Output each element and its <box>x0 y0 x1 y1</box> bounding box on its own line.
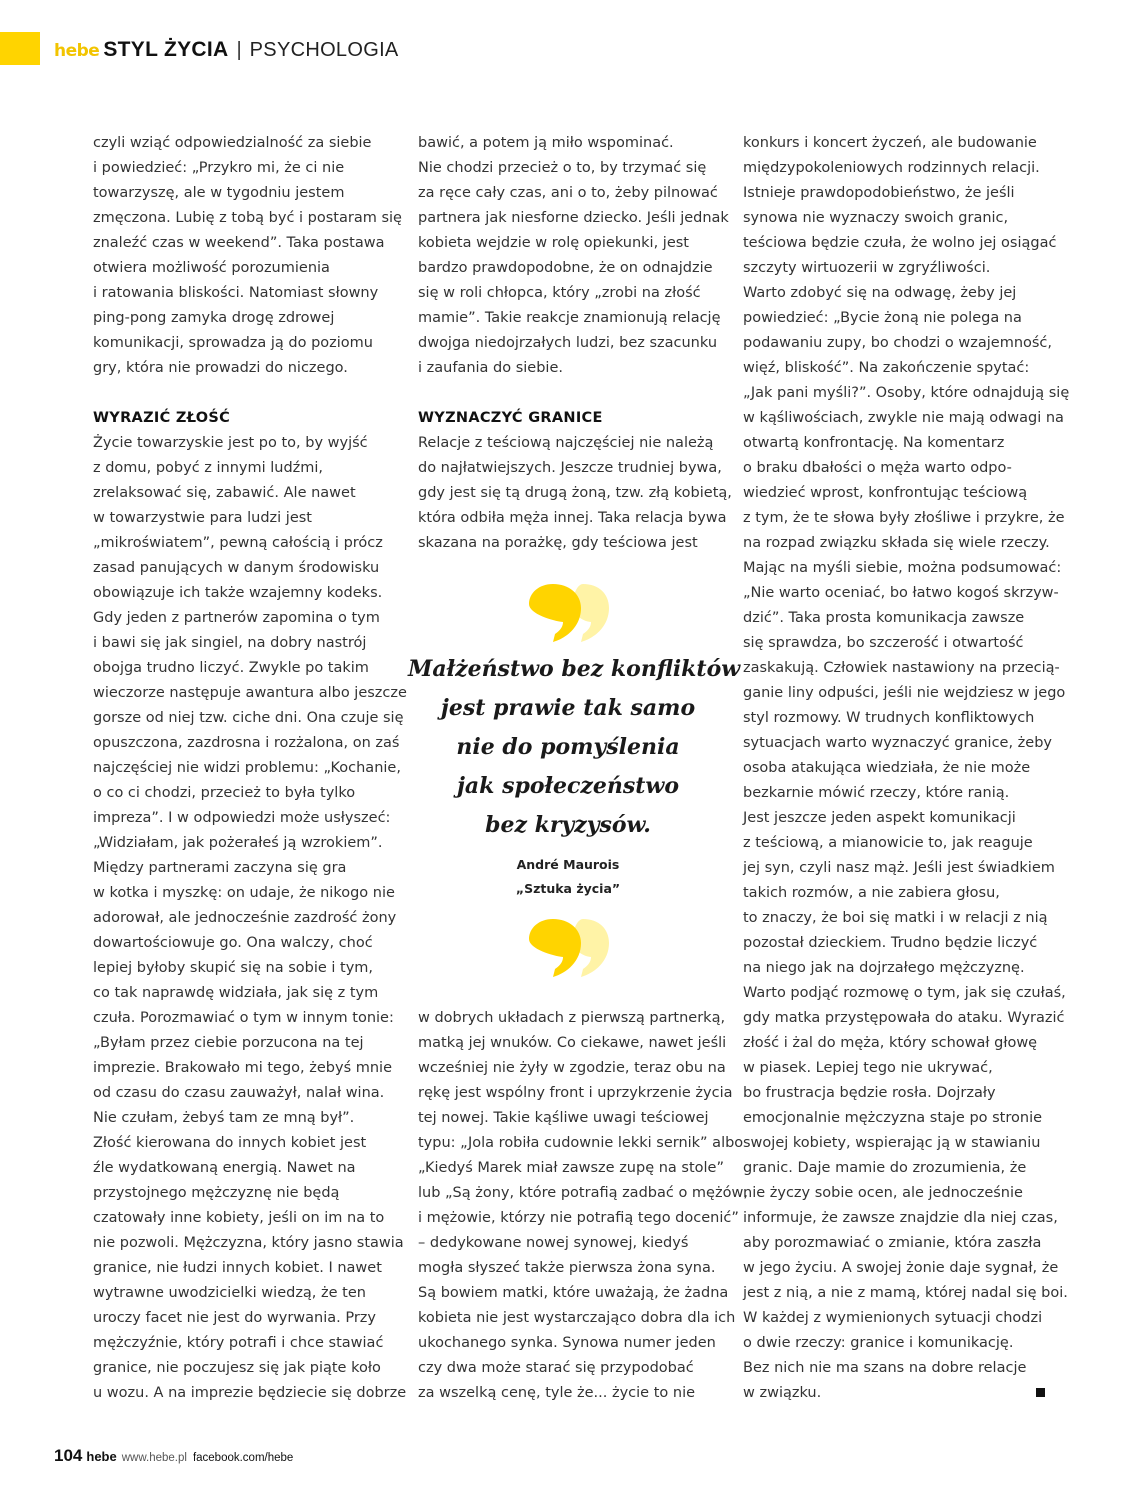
text-line: Bez nich nie ma szans na dobre relacje <box>743 1360 1027 1376</box>
text-line: gry, która nie prowadzi do niczego. <box>93 360 348 376</box>
text-line: nie życzy sobie ocen, ale jednocześnie <box>743 1185 1023 1201</box>
text-line: z tym, że te słowa były złośliwe i przykre, że <box>743 510 1065 526</box>
text-line: za ręce cały czas, ani o to, żeby pilnować <box>418 185 718 201</box>
header-separator: | <box>236 39 242 61</box>
text-line: jej syn, czyli nasz mąż. Jeśli jest świadkiem <box>743 860 1055 876</box>
text-line: gorsze od niej tzw. ciche dni. Ona czuje się <box>93 710 404 726</box>
text-line: Nie czułam, żebyś tam ze mną był”. <box>93 1110 355 1126</box>
text-line: w kotka i myszkę: on udaje, że nikogo nie <box>93 885 395 901</box>
text-line: obowiązuje ich także wzajemny kodeks. <box>93 585 383 601</box>
text-line: powiedzieć: „Bycie żoną nie polega na <box>743 310 1022 326</box>
page-header <box>54 38 399 70</box>
text-line: tej nowej. Takie kąśliwe uwagi teściowej <box>418 1110 709 1126</box>
text-line: wcześniej nie żyły w zgodzie, teraz obu na <box>418 1060 726 1076</box>
quote-line: jest prawie tak samo <box>440 695 696 721</box>
text-line: „mikroświatem”, pewną całością i prócz <box>93 535 383 551</box>
article-column-2 <box>418 131 732 556</box>
text-line: adorował, ale jednocześnie zazdrość żony <box>93 910 397 926</box>
column-2-paragraph-a <box>418 131 729 381</box>
page-footer <box>54 1446 293 1466</box>
text-line: imprezie. Brakowało mi tego, żebyś mnie <box>93 1060 392 1076</box>
text-line: przystojnego mężczyznę nie będą <box>93 1185 340 1201</box>
section-heading-wyznaczyc-granice: WYZNACZYĆ GRANICE <box>418 410 603 426</box>
column-2-paragraph-b <box>418 431 732 556</box>
text-line: która odbiła męża innej. Taka relacja bywa <box>418 510 727 526</box>
section-heading-wyrazic-zlosc: WYRAZIĆ ZŁOŚĆ <box>93 410 231 426</box>
text-line: czy dwa może starać się przypodobać <box>418 1360 694 1376</box>
text-line: W każdej z wymienionych sytuacji chodzi <box>743 1310 1043 1326</box>
text-line: zrelaksować się, zabawić. Ale nawet <box>93 485 356 501</box>
text-line: uroczy facet nie jest do wyrwania. Przy <box>93 1310 376 1326</box>
text-line: zmęczona. Lubię z tobą być i postaram się <box>93 210 402 226</box>
text-line: i bawi się jak singiel, na dobry nastrój <box>93 635 367 651</box>
text-line: Są bowiem matki, które uważają, że żadna <box>418 1285 729 1301</box>
text-line: kobieta wejdzie w rolę opiekunki, jest <box>418 235 689 251</box>
text-line: bardzo prawdopodobne, że on odnajdzie <box>418 260 713 276</box>
column-2-paragraph-c <box>418 1006 748 1406</box>
article-end-mark <box>1036 1388 1045 1397</box>
text-line: o braku dbałości o męża warto odpo- <box>743 460 1012 476</box>
article-column-1 <box>93 131 407 1406</box>
quote-source: „Sztuka życia” <box>515 881 621 896</box>
text-line: do najłatwiejszych. Jeszcze trudniej bywa, <box>418 460 722 476</box>
section-color-tab <box>0 32 40 65</box>
quote-close-icon <box>525 917 615 979</box>
pull-quote-text <box>408 650 741 845</box>
quote-author: André Maurois <box>516 857 620 872</box>
quote-line: Małżeństwo bez konfliktów <box>408 656 741 682</box>
text-line: – dedykowane nowej synowej, kiedyś <box>418 1235 689 1251</box>
text-line: bo frustracja będzie rosła. Dojrzały <box>743 1085 996 1101</box>
text-line: Warto zdobyć się na odwagę, żeby jej <box>743 285 1017 301</box>
text-line: gdy jest się tą drugą żoną, tzw. złą kobietą, <box>418 485 732 501</box>
text-line: się w roli chłopca, który „zrobi na złość <box>418 285 701 301</box>
text-line: w jego życiu. A swojej żonie daje sygnał, że <box>743 1260 1059 1276</box>
text-line: czatowały inne kobiety, jeśli on im na to <box>93 1210 385 1226</box>
text-line: czyli wziąć odpowiedzialność za siebie <box>93 135 372 151</box>
text-line: znaleźć czas w weekend”. Taka postawa <box>93 235 385 251</box>
text-line: szczyty wirtuozerii w zgryźliwości. <box>743 260 991 276</box>
footer-brand: hebe <box>86 1449 117 1464</box>
text-line: Warto podjąć rozmowę o tym, jak się czułaś, <box>743 985 1066 1001</box>
text-line: rękę jest wspólny front i uprzykrzenie życia <box>418 1085 733 1101</box>
text-line: od czasu do czasu zauważył, nalał wina. <box>93 1085 385 1101</box>
text-line: podawaniu zupy, bo chodzi o wzajemność, <box>743 335 1053 351</box>
pull-quote-attribution <box>408 853 728 901</box>
text-line: bezkarnie mówić rzeczy, które ranią. <box>743 785 1010 801</box>
text-line: emocjonalnie mężczyzna staje po stronie <box>743 1110 1043 1126</box>
text-line: lepiej byłoby skupić się na sobie i tym, <box>93 960 374 976</box>
brand-logo: hebe <box>54 41 100 61</box>
article-column-2-continued <box>418 1006 748 1406</box>
column-1-paragraph-a <box>93 131 402 381</box>
text-line: u wozu. A na imprezie będziecie się dobrze <box>93 1385 407 1401</box>
quote-line: bez kryzysów. <box>485 812 651 838</box>
text-line: i powiedzieć: „Przykro mi, że ci nie <box>93 160 345 176</box>
text-line: konkurs i koncert życzeń, ale budowanie <box>743 135 1037 151</box>
text-line: się sprawdza, bo szczerość i otwartość <box>743 635 1024 651</box>
text-line: osoba atakująca wiedziała, że nie może <box>743 760 1031 776</box>
column-3-paragraph <box>743 131 1070 1406</box>
text-line: granic. Daje mamie do zrozumienia, że <box>743 1160 1027 1176</box>
text-line: w dobrych układach z pierwszą partnerką, <box>418 1010 726 1026</box>
text-line: mężczyźnie, który potrafi i chce stawiać <box>93 1335 384 1351</box>
text-line: Życie towarzyskie jest po to, by wyjść <box>93 435 368 451</box>
text-line: dzić”. Taka prosta komunikacja zawsze <box>743 610 1025 626</box>
text-line: wieczorze następuje awantura albo jeszcze <box>93 685 407 701</box>
text-line: aby porozmawiać o zmianie, która zaszła <box>743 1235 1042 1251</box>
text-line: na rozpad związku składa się wiele rzeczy. <box>743 535 1050 551</box>
text-line: mogła słyszeć także pierwsza żona syna. <box>418 1260 716 1276</box>
text-line: Jest jeszcze jeden aspekt komunikacji <box>743 810 1016 826</box>
text-line: to znaczy, że boi się matki i w relacji z nią <box>743 910 1048 926</box>
text-line: mamie”. Takie reakcje znamionują relację <box>418 310 721 326</box>
text-line: „Jak pani myśli?”. Osoby, które odnajdują się <box>743 385 1070 401</box>
text-line: „Kiedyś Marek miał zawsze zupę na stole” <box>418 1160 724 1176</box>
text-line: ukochanego synka. Synowa numer jeden <box>418 1335 716 1351</box>
text-line: ping-pong zamyka drogę zdrowej <box>93 310 335 326</box>
text-line: ganie liny odpuści, jeśli nie wejdziesz w jego <box>743 685 1066 701</box>
text-line: „Byłam przez ciebie porzucona na tej <box>93 1035 364 1051</box>
text-line: dowartościowuje go. Ona walczy, choć <box>93 935 373 951</box>
pull-quote <box>408 650 741 845</box>
text-line: towarzyszę, ale w tygodniu jestem <box>93 185 345 201</box>
text-line: partnera jak niesforne dziecko. Jeśli jednak <box>418 210 729 226</box>
text-line: międzypokoleniowych rodzinnych relacji. <box>743 160 1040 176</box>
text-line: i ratowania bliskości. Natomiast słowny <box>93 285 379 301</box>
footer-facebook-link[interactable]: facebook.com/hebe <box>192 1452 294 1464</box>
text-line: lub „Są żony, które potrafią zadbać o mężów, <box>418 1185 748 1201</box>
text-line: styl rozmowy. W trudnych konfliktowych <box>743 710 1035 726</box>
text-line: w kąśliwościach, zwykle nie mają odwagi na <box>743 410 1064 426</box>
quote-line: nie do pomyślenia <box>456 734 680 760</box>
text-line: w związku. <box>743 1385 822 1401</box>
quote-line: jak społeczeństwo <box>456 773 680 799</box>
text-line: Złość kierowana do innych kobiet jest <box>93 1135 367 1151</box>
text-line: czuła. Porozmawiać o tym w innym tonie: <box>93 1010 394 1026</box>
text-line: najczęściej nie widzi problemu: „Kochanie, <box>93 760 401 776</box>
text-line: zasad panujących w danym środowisku <box>93 560 380 576</box>
text-line: informuje, że zawsze znajdzie dla niej czas, <box>743 1210 1058 1226</box>
text-line: granice, nie poczujesz się jak piąte koło <box>93 1360 381 1376</box>
text-line: o dwie rzeczy: granice i komunikację. <box>743 1335 1014 1351</box>
text-line: opuszczona, zazdrosna i rozżalona, on zaś <box>93 735 400 751</box>
text-line: w piasek. Lepiej tego nie ukrywać, <box>743 1060 993 1076</box>
text-line: Gdy jeden z partnerów zapomina o tym <box>93 610 380 626</box>
text-line: wiedzieć wprost, konfrontując teściową <box>743 485 1028 501</box>
text-line: otwiera możliwość porozumienia <box>93 260 330 276</box>
text-line: i zaufania do siebie. <box>418 360 563 376</box>
text-line: jest z nią, a nie z mamą, której nadal się boi. <box>743 1285 1068 1301</box>
text-line: na niego jak na dojrzałego mężczyznę. <box>743 960 1025 976</box>
text-line: Między partnerami zaczyna się gra <box>93 860 347 876</box>
text-line: „Widziałam, jak pożerałeś ją wzrokiem”. <box>93 835 383 851</box>
text-line: złość i żal do męża, który schował głowę <box>743 1035 1038 1051</box>
text-line: typu: „Jola robiła cudownie lekki sernik” albo <box>418 1135 744 1151</box>
text-line: pozostał dzieckiem. Trudno będzie liczyć <box>743 935 1038 951</box>
text-line: z teściową, a mianowicie to, jak reaguje <box>743 835 1033 851</box>
text-line: obojga trudno liczyć. Zwykle po takim <box>93 660 369 676</box>
text-line: za wszelką cenę, tyle że... życie to nie <box>418 1385 696 1401</box>
text-line: dwojga niedojrzałych ludzi, bez szacunku <box>418 335 718 351</box>
text-line: bawić, a potem ją miło wspominać. <box>418 135 674 151</box>
text-line: synowa nie wyznaczy swoich granic, <box>743 210 1009 226</box>
text-line: Relacje z teściową najczęściej nie należą <box>418 435 714 451</box>
text-line: i mężowie, którzy nie potrafią tego docenić” <box>418 1210 739 1226</box>
text-line: nie pozwoli. Mężczyzna, który jasno stawia <box>93 1235 404 1251</box>
text-line: co tak naprawdę widziała, jak się z tym <box>93 985 379 1001</box>
column-1-paragraph-b <box>93 431 407 1406</box>
text-line: otwartą konfrontację. Na komentarz <box>743 435 1005 451</box>
quote-open-icon <box>525 582 615 644</box>
text-line: granice, nie łudzi innych kobiet. I nawet <box>93 1260 382 1276</box>
text-line: źle wydatkowaną energią. Nawet na <box>93 1160 356 1176</box>
article-column-3 <box>743 131 1070 1406</box>
section-title: STYL ŻYCIA <box>103 38 229 61</box>
text-line: skazana na porażkę, gdy teściowa jest <box>418 535 698 551</box>
text-line: komunikacji, sprowadza ją do poziomu <box>93 335 373 351</box>
text-line: matką jej wnuków. Co ciekawe, nawet jeśli <box>418 1035 727 1051</box>
subsection-title: PSYCHOLOGIA <box>249 39 399 61</box>
text-line: o co ci chodzi, przecież to była tylko <box>93 785 356 801</box>
text-line: sytuacjach warto wyznaczyć granice, żeby <box>743 735 1052 751</box>
text-line: więź, bliskość”. Na zakończenie spytać: <box>743 360 1030 376</box>
text-line: wytrawne uwodzicielki wiedzą, że ten <box>93 1285 366 1301</box>
text-line: kobieta nie jest wystarczająco dobra dla ich <box>418 1310 736 1326</box>
text-line: gdy matka przystępowała do ataku. Wyrazić <box>743 1010 1065 1026</box>
text-line: Istnieje prawdopodobieństwo, że jeśli <box>743 185 1015 201</box>
page-number: 104 <box>54 1446 83 1465</box>
text-line: z domu, pobyć z innymi ludźmi, <box>93 460 324 476</box>
text-line: w towarzystwie para ludzi jest <box>93 510 312 526</box>
text-line: Mając na myśli siebie, można podsumować: <box>743 560 1062 576</box>
text-line: impreza”. I w odpowiedzi może usłyszeć: <box>93 810 391 826</box>
text-line: takich rozmów, a nie zabiera głosu, <box>743 885 1000 901</box>
text-line: swojej kobiety, wspierając ją w stawianiu <box>743 1135 1041 1151</box>
text-line: „Nie warto oceniać, bo łatwo kogoś skrzyw- <box>743 585 1059 601</box>
footer-website-link[interactable]: www.hebe.pl <box>121 1452 187 1464</box>
text-line: teściowa będzie czuła, że wolno jej osiągać <box>743 235 1057 251</box>
text-line: zaskakują. Człowiek nastawiony na przecią- <box>743 660 1060 676</box>
text-line: Nie chodzi przecież o to, by trzymać się <box>418 160 707 176</box>
